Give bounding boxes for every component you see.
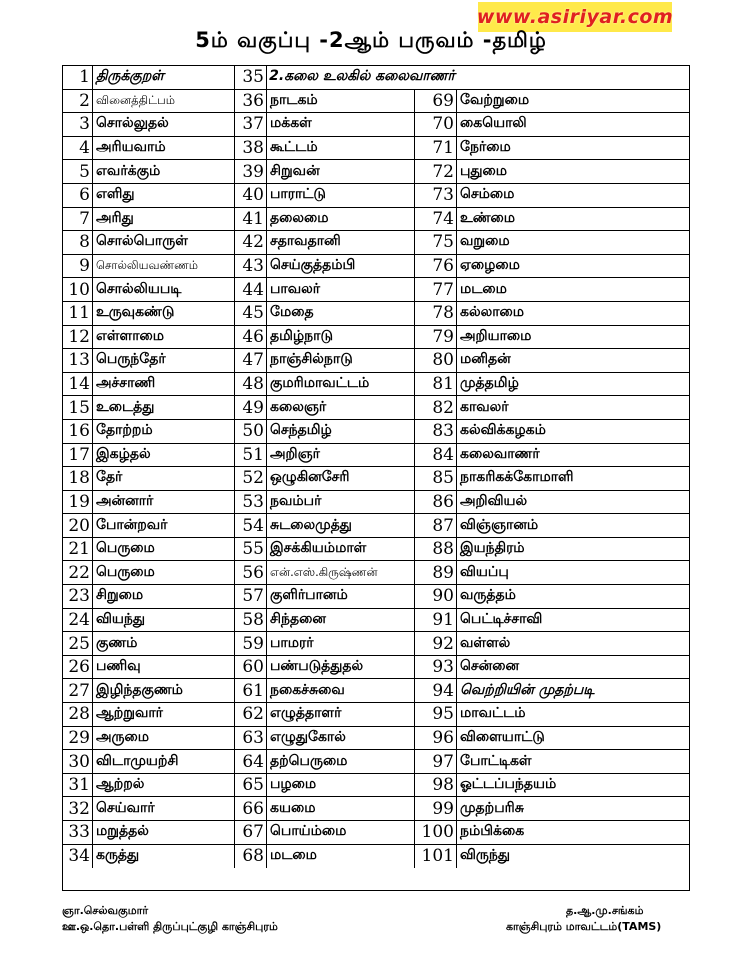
row-number: 23 (63, 585, 93, 608)
row-number: 54 (235, 514, 267, 537)
row-number: 5 (63, 160, 93, 183)
row-number: 89 (415, 561, 457, 584)
table-row (63, 349, 689, 373)
table-row (63, 467, 689, 491)
table-row (63, 585, 689, 609)
row-number: 37 (235, 113, 267, 136)
row-number: 19 (63, 491, 93, 514)
table-row (63, 797, 689, 821)
word-cell: அறியாமை (460, 327, 532, 344)
word-cell: செந்தமிழ் (267, 420, 415, 443)
row-number: 97 (415, 750, 457, 773)
lesson-heading: 2.கலை உலகில் கலைவாணர் (269, 68, 455, 85)
row-number: 1 (63, 66, 93, 89)
table-row (63, 703, 689, 727)
word-cell: பெருமை (93, 561, 235, 584)
table-row (63, 255, 689, 279)
row-number: 32 (63, 797, 93, 820)
row-number: 96 (415, 727, 457, 750)
word-cell: நவம்பர் (267, 491, 415, 514)
word-cell: தற்பெருமை (267, 750, 415, 773)
word-cell: அன்னார் (93, 491, 235, 514)
table-row (63, 90, 689, 114)
row-number: 65 (235, 774, 267, 797)
table-row (63, 656, 689, 680)
word-cell: மாவட்டம் (460, 705, 526, 722)
word-cell: விளையாட்டு (460, 728, 545, 745)
row-number: 71 (415, 137, 457, 160)
word-cell: அறிவியல் (460, 492, 528, 509)
table-row (63, 113, 689, 137)
row-number: 18 (63, 467, 93, 490)
word-cell: செய்வார் (93, 797, 235, 820)
word-cell: முத்தமிழ் (460, 375, 519, 392)
table-row (63, 184, 689, 208)
row-number: 3 (63, 113, 93, 136)
row-number: 34 (63, 845, 93, 869)
word-cell: வியந்து (93, 609, 235, 632)
table-row (63, 302, 689, 326)
word-cell: தமிழ்நாடு (267, 326, 415, 349)
author-school: ஊ.ஒ.தொ.பள்ளி திருப்புட்குழி காஞ்சிபுரம் (62, 920, 278, 933)
word-cell: அரிது (93, 208, 235, 231)
word-cell: நாகரிகக்கோமாளி (460, 469, 574, 486)
table-row (63, 538, 689, 562)
row-number: 82 (415, 396, 457, 419)
row-number: 55 (235, 538, 267, 561)
word-cell: அருமை (93, 727, 235, 750)
row-number: 6 (63, 184, 93, 207)
word-cell: நகைச்சுவை (267, 679, 415, 702)
row-number: 45 (235, 302, 267, 325)
table-row (63, 774, 689, 798)
word-cell: மறுத்தல் (93, 821, 235, 844)
word-cell: சுடலைமுத்து (267, 514, 415, 537)
row-number: 67 (235, 821, 267, 844)
row-number: 20 (63, 514, 93, 537)
row-number: 14 (63, 373, 93, 396)
word-cell: என்.எஸ்.கிருஷ்ணன் (267, 561, 415, 584)
word-cell: ஏழைமை (460, 257, 520, 274)
row-number: 11 (63, 302, 93, 325)
word-cell: ஆற்றுவார் (93, 703, 235, 726)
row-number: 50 (235, 420, 267, 443)
row-number: 10 (63, 278, 93, 301)
word-cell: சொல்பொருள் (93, 231, 235, 254)
word-cell: நம்பிக்கை (460, 823, 525, 840)
word-cell: வருத்தம் (460, 587, 516, 604)
row-number: 84 (415, 444, 457, 467)
word-cell: நாஞ்சில்நாடு (267, 349, 415, 372)
word-cell: வறுமை (460, 233, 510, 250)
row-number: 78 (415, 302, 457, 325)
word-cell: இகழ்தல் (93, 444, 235, 467)
word-cell: இழிந்தகுணம் (93, 679, 235, 702)
row-number: 27 (63, 679, 93, 702)
word-cell: செம்மை (460, 186, 515, 203)
row-number: 49 (235, 396, 267, 419)
row-number: 29 (63, 727, 93, 750)
word-cell: சொல்லியவண்ணம் (93, 255, 235, 278)
word-cell: சதாவதானி (267, 231, 415, 254)
row-number: 38 (235, 137, 267, 160)
table-row (63, 750, 689, 774)
word-cell: குணம் (93, 632, 235, 655)
row-number: 35 (235, 66, 267, 89)
word-cell: சிறுவன் (267, 160, 415, 183)
word-cell: வள்ளல் (460, 634, 511, 651)
table-row (63, 396, 689, 420)
word-cell: எளிது (93, 184, 235, 207)
row-number: 25 (63, 632, 93, 655)
row-number: 98 (415, 774, 457, 797)
word-cell: ஓட்டப்பந்தயம் (460, 776, 557, 793)
association-district: காஞ்சிபுரம் மாவட்டம்(TAMS) (506, 920, 662, 933)
row-number: 43 (235, 255, 267, 278)
word-cell: பாவலர் (267, 278, 415, 301)
row-number: 30 (63, 750, 93, 773)
row-number: 16 (63, 420, 93, 443)
row-number: 66 (235, 797, 267, 820)
row-number: 63 (235, 727, 267, 750)
row-number: 21 (63, 538, 93, 561)
row-number: 75 (415, 231, 457, 254)
row-number: 86 (415, 491, 457, 514)
word-cell: எவர்க்கும் (93, 160, 235, 183)
row-number: 83 (415, 420, 457, 443)
word-cell: திருக்குறள் (93, 66, 235, 89)
table-row (63, 160, 689, 184)
word-cell: வினைத்திட்பம் (93, 90, 235, 113)
word-cell: செய்குத்தம்பி (267, 255, 415, 278)
word-cell: கருத்து (93, 845, 235, 869)
word-cell: பழமை (267, 774, 415, 797)
table-row (63, 491, 689, 515)
word-cell: இசக்கியம்மாள் (267, 538, 415, 561)
word-cell: தேர் (93, 467, 235, 490)
row-number: 95 (415, 703, 457, 726)
table-row (63, 231, 689, 255)
word-cell: அறிஞர் (267, 444, 415, 467)
word-cell: நாடகம் (267, 90, 415, 113)
row-number: 99 (415, 797, 457, 820)
row-number: 101 (415, 845, 457, 869)
word-cell: கையொலி (460, 115, 527, 132)
table-row (63, 373, 689, 397)
row-number: 72 (415, 160, 457, 183)
row-number: 22 (63, 561, 93, 584)
row-number: 13 (63, 349, 93, 372)
word-cell: விருந்து (460, 847, 511, 864)
word-cell: கல்லாமை (460, 304, 525, 321)
word-cell: மனிதன் (460, 351, 511, 368)
word-cell: விஞ்ஞானம் (460, 516, 539, 533)
word-cell: பாமரர் (267, 632, 415, 655)
word-cell: மடமை (460, 280, 507, 297)
row-number: 39 (235, 160, 267, 183)
word-cell: சென்னை (460, 658, 520, 675)
row-number: 58 (235, 609, 267, 632)
row-number: 69 (415, 90, 457, 113)
word-cell: மேதை (267, 302, 415, 325)
page-title: 5ம் வகுப்பு -2ஆம் பருவம் -தமிழ் (195, 28, 547, 52)
word-cell: ஆற்றல் (93, 774, 235, 797)
row-number: 79 (415, 326, 457, 349)
row-number: 46 (235, 326, 267, 349)
word-cell: எழுதுகோல் (267, 727, 415, 750)
table-row (63, 66, 689, 90)
table-row (63, 444, 689, 468)
table-row (63, 679, 689, 703)
row-number: 85 (415, 467, 457, 490)
word-cell: கலைவாணர் (460, 445, 540, 462)
word-cell: தோற்றம் (93, 420, 235, 443)
word-cell: உண்மை (460, 209, 516, 226)
word-cell: புதுமை (460, 162, 508, 179)
row-number: 81 (415, 373, 457, 396)
table-row (63, 208, 689, 232)
row-number: 88 (415, 538, 457, 561)
word-cell: போட்டிகள் (460, 752, 532, 769)
word-cell: கயமை (267, 797, 415, 820)
word-cell: பண்படுத்துதல் (267, 656, 415, 679)
row-number: 8 (63, 231, 93, 254)
row-number: 9 (63, 255, 93, 278)
word-cell: உருவுகண்டு (93, 302, 235, 325)
table-row (63, 514, 689, 538)
word-cell: பெட்டிச்சாவி (460, 610, 543, 627)
row-number: 48 (235, 373, 267, 396)
row-number: 41 (235, 208, 267, 231)
row-number: 28 (63, 703, 93, 726)
word-cell: சிந்தனை (267, 609, 415, 632)
word-cell: இயந்திரம் (460, 540, 525, 557)
word-cell: மக்கள் (267, 113, 415, 136)
row-number: 47 (235, 349, 267, 372)
word-cell: பெருந்தேர் (93, 349, 235, 372)
word-cell: மடமை (267, 845, 415, 869)
row-number: 61 (235, 679, 267, 702)
row-number: 91 (415, 609, 457, 632)
row-number: 31 (63, 774, 93, 797)
row-number: 7 (63, 208, 93, 231)
row-number: 51 (235, 444, 267, 467)
row-number: 40 (235, 184, 267, 207)
table-row (63, 845, 689, 869)
row-number: 2 (63, 90, 93, 113)
row-number: 57 (235, 585, 267, 608)
table-row (63, 137, 689, 161)
row-number: 36 (235, 90, 267, 113)
row-number: 77 (415, 278, 457, 301)
word-cell: பணிவு (93, 656, 235, 679)
site-logo: www.asiriyar.com (478, 2, 672, 32)
row-number: 94 (415, 679, 457, 702)
row-number: 33 (63, 821, 93, 844)
row-number: 44 (235, 278, 267, 301)
word-cell: பாராட்டு (267, 184, 415, 207)
word-cell: உடைத்து (93, 396, 235, 419)
word-cell: வியப்பு (460, 563, 509, 580)
word-cell: சொல்லுதல் (93, 113, 235, 136)
row-number: 26 (63, 656, 93, 679)
word-cell: அச்சாணி (93, 373, 235, 396)
word-cell: வெற்றியின் முதற்படி (460, 681, 595, 698)
word-cell: முதற்பரிசு (460, 799, 524, 816)
row-number: 15 (63, 396, 93, 419)
row-number: 100 (415, 821, 457, 844)
word-cell: போன்றவர் (93, 514, 235, 537)
row-number: 24 (63, 609, 93, 632)
word-cell: எழுத்தாளர் (267, 703, 415, 726)
word-cell: அரியவாம் (93, 137, 235, 160)
row-number: 12 (63, 326, 93, 349)
author-name: ஞா.செல்வகுமார் (62, 904, 149, 917)
row-number: 53 (235, 491, 267, 514)
word-cell: குளிர்பானம் (267, 585, 415, 608)
row-number: 59 (235, 632, 267, 655)
word-cell: காவலர் (460, 398, 509, 415)
word-cell: கலைஞர் (267, 396, 415, 419)
word-cell: தலைமை (267, 208, 415, 231)
row-number: 64 (235, 750, 267, 773)
row-number: 52 (235, 467, 267, 490)
row-number: 56 (235, 561, 267, 584)
word-cell: கல்விக்கழகம் (460, 422, 546, 439)
association-name: த.ஆ.மு.சங்கம் (566, 904, 644, 917)
row-number: 42 (235, 231, 267, 254)
row-number: 93 (415, 656, 457, 679)
word-cell: சிறுமை (93, 585, 235, 608)
row-number: 62 (235, 703, 267, 726)
word-cell: வேற்றுமை (460, 91, 530, 108)
row-number: 74 (415, 208, 457, 231)
word-cell: கூட்டம் (267, 137, 415, 160)
row-number: 68 (235, 845, 267, 869)
table-row (63, 278, 689, 302)
table-row (63, 326, 689, 350)
table-row (63, 609, 689, 633)
row-number: 60 (235, 656, 267, 679)
word-cell: குமரிமாவட்டம் (267, 373, 415, 396)
word-cell: சொல்லியபடி (93, 278, 235, 301)
table-row (63, 632, 689, 656)
row-number: 4 (63, 137, 93, 160)
word-cell: ஒழுகினசேரி (267, 467, 415, 490)
row-number: 73 (415, 184, 457, 207)
word-table (62, 65, 690, 891)
word-cell: விடாமுயற்சி (93, 750, 235, 773)
table-row (63, 420, 689, 444)
word-cell: பொய்ம்மை (267, 821, 415, 844)
row-number: 17 (63, 444, 93, 467)
row-number: 70 (415, 113, 457, 136)
word-cell: நேர்மை (460, 139, 511, 156)
table-row (63, 561, 689, 585)
row-number: 80 (415, 349, 457, 372)
row-number: 92 (415, 632, 457, 655)
row-number: 76 (415, 255, 457, 278)
table-row (63, 727, 689, 751)
table-row (63, 821, 689, 845)
word-cell: எள்ளாமை (93, 326, 235, 349)
word-cell: பெருமை (93, 538, 235, 561)
row-number: 87 (415, 514, 457, 537)
row-number: 90 (415, 585, 457, 608)
